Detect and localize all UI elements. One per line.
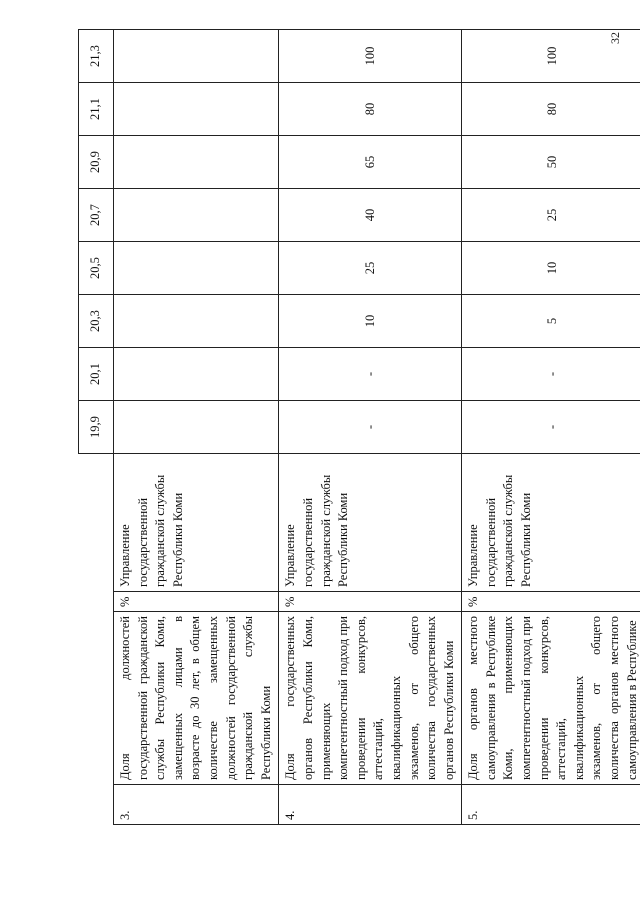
- value-cell: [114, 30, 279, 83]
- value-cell: [114, 83, 279, 136]
- value-cell: [114, 242, 279, 295]
- value-cell: 80: [279, 83, 462, 136]
- header-blank-cell: [79, 454, 114, 825]
- year-cell: 20,5: [79, 242, 114, 295]
- year-cell: 19,9: [79, 401, 114, 454]
- value-cell: 10: [462, 242, 640, 295]
- indicator-name: Доля должностей государственной гражданской службы Республики Коми, замещенных лицами в возрасте до 30 лет, в общем количестве замещенных должностей государственной гражданской службы Республики Коми: [114, 612, 279, 785]
- value-cell: 10: [279, 295, 462, 348]
- value-cell: [114, 295, 279, 348]
- value-cell: -: [279, 401, 462, 454]
- value-cell: 80: [462, 83, 640, 136]
- table-row: [462, 30, 640, 825]
- row-number: 4.: [279, 785, 462, 825]
- year-cell: 20,3: [79, 295, 114, 348]
- value-cell: 65: [279, 136, 462, 189]
- indicator-name: Доля государственных органов Республики Коми, применяющих компетентностный подход при проведении конкурсов, аттестаций, квалификационных экзаменов, от общего количества государственных органов Республики Коми: [279, 612, 462, 785]
- value-cell: -: [462, 348, 640, 401]
- responsible-cell: Управление государственной гражданской службы Республики Коми: [462, 454, 640, 592]
- table-row: [114, 30, 279, 825]
- indicators-table: [78, 29, 640, 825]
- value-cell: 25: [279, 242, 462, 295]
- year-cell: 20,1: [79, 348, 114, 401]
- unit-cell: %: [279, 592, 462, 612]
- row-number: 3.: [114, 785, 279, 825]
- responsible-cell: Управление государственной гражданской службы Республики Коми: [279, 454, 462, 592]
- row-number: 5.: [462, 785, 640, 825]
- value-cell: 50: [462, 136, 640, 189]
- value-cell: [114, 136, 279, 189]
- table-row: [279, 30, 462, 825]
- value-cell: -: [279, 348, 462, 401]
- indicator-name: Доля органов местного самоуправления в Республике Коми, применяющих компетентностный подход при проведении конкурсов, аттестаций, квалификационных экзаменов, от общего количества органов местного самоуправления в Республике: [462, 612, 640, 785]
- value-cell: [114, 189, 279, 242]
- value-cell: 100: [279, 30, 462, 83]
- value-cell: 100: [462, 30, 640, 83]
- value-cell: [114, 401, 279, 454]
- year-cell: 20,9: [79, 136, 114, 189]
- year-cell: 21,3: [79, 30, 114, 83]
- unit-cell: %: [462, 592, 640, 612]
- value-cell: [114, 348, 279, 401]
- value-cell: -: [462, 401, 640, 454]
- rotated-page-content: [78, 30, 639, 825]
- page-number: 32: [608, 32, 622, 44]
- unit-cell: %: [114, 592, 279, 612]
- value-cell: 25: [462, 189, 640, 242]
- year-cell: 20,7: [79, 189, 114, 242]
- year-cell: 21,1: [79, 83, 114, 136]
- value-cell: 40: [279, 189, 462, 242]
- years-header-row: [79, 30, 114, 825]
- responsible-cell: Управление государственной гражданской службы Республики Коми: [114, 454, 279, 592]
- value-cell: 5: [462, 295, 640, 348]
